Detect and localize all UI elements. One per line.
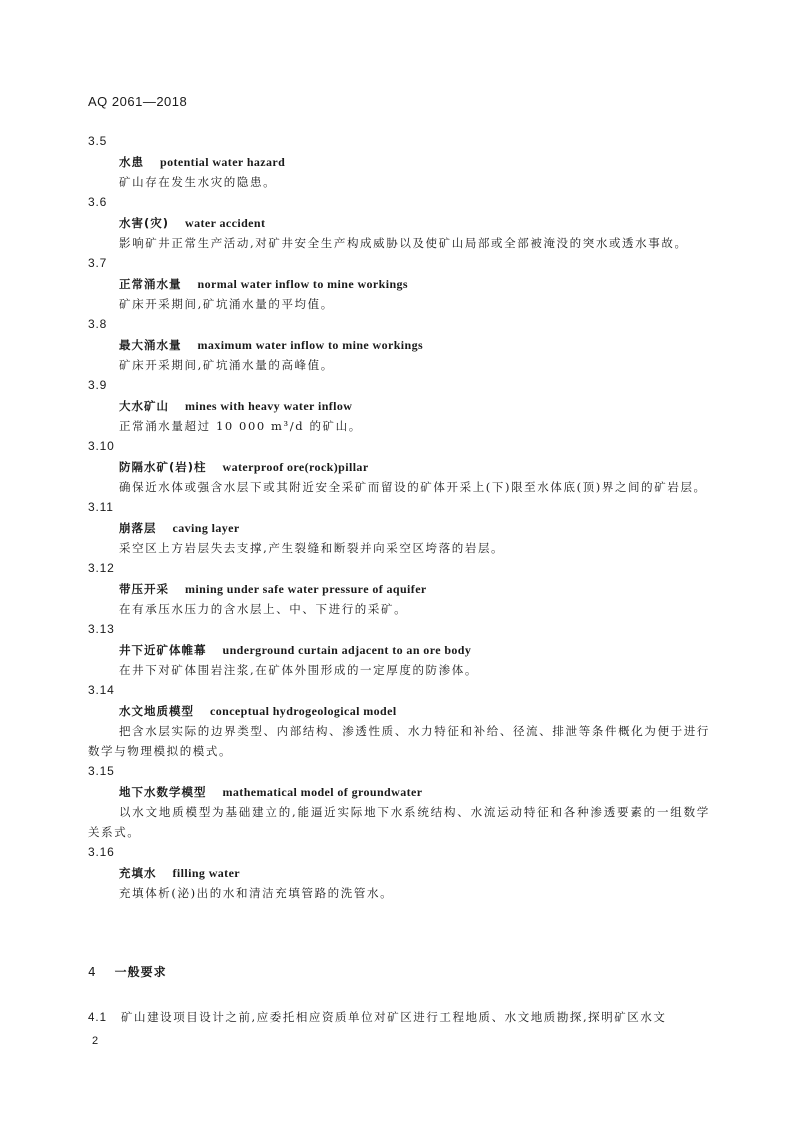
term-number: 3.7 <box>88 256 108 270</box>
term-number: 3.12 <box>88 561 115 575</box>
term-chinese: 带压开采 <box>119 582 169 596</box>
term-english: underground curtain adjacent to an ore body <box>222 643 472 657</box>
term-chinese: 正常涌水量 <box>119 277 182 291</box>
term-definition: 矿床开采期间,矿坑涌水量的高峰值。 <box>119 358 334 372</box>
term-chinese: 大水矿山 <box>119 399 169 413</box>
term-english: mines with heavy water inflow <box>185 399 353 413</box>
term-title <box>119 152 710 172</box>
term-chinese: 地下水数学模型 <box>119 785 207 799</box>
term-english: waterproof ore(rock)pillar <box>222 460 369 474</box>
term-english: normal water inflow to mine workings <box>197 277 409 291</box>
term-number: 3.11 <box>88 500 114 514</box>
term-entry <box>88 253 710 314</box>
section-number: 4 <box>88 965 97 979</box>
term-definition: 在有承压水压力的含水层上、中、下进行的采矿。 <box>119 602 408 616</box>
term-title <box>119 213 710 233</box>
term-entry <box>88 436 710 497</box>
term-number: 3.10 <box>88 439 115 453</box>
term-entry <box>88 497 710 558</box>
section-heading <box>88 963 167 980</box>
term-english: caving layer <box>172 521 240 535</box>
section-title: 一般要求 <box>114 965 167 979</box>
term-english: potential water hazard <box>160 155 286 169</box>
term-number: 3.9 <box>88 378 108 392</box>
term-title <box>119 863 710 883</box>
clause-number: 4.1 <box>88 1012 107 1024</box>
term-english: filling water <box>172 866 241 880</box>
term-english: mathematical model of groundwater <box>222 785 423 799</box>
term-chinese: 水患 <box>119 155 144 169</box>
term-chinese: 水害(灾) <box>119 216 170 230</box>
term-definition: 矿床开采期间,矿坑涌水量的平均值。 <box>119 297 334 311</box>
term-chinese: 井下近矿体帷幕 <box>119 643 207 657</box>
term-number: 3.16 <box>88 845 115 859</box>
term-entry <box>88 192 710 253</box>
term-title <box>119 640 710 660</box>
term-title <box>119 396 710 416</box>
term-definition: 影响矿井正常生产活动,对矿井安全生产构成威胁以及使矿山局部或全部被淹没的突水或透水事故。 <box>119 236 688 250</box>
term-english: mining under safe water pressure of aquifer <box>185 582 427 596</box>
term-number: 3.14 <box>88 683 115 697</box>
term-entry <box>88 314 710 375</box>
document-header: AQ 2061—2018 <box>88 94 188 109</box>
term-english: conceptual hydrogeological model <box>210 704 397 718</box>
term-number: 3.5 <box>88 134 108 148</box>
clause-paragraph <box>88 1009 710 1025</box>
term-chinese: 水文地质模型 <box>119 704 194 718</box>
term-definition: 采空区上方岩层失去支撑,产生裂缝和断裂并向采空区垮落的岩层。 <box>119 541 505 555</box>
term-entry <box>88 558 710 619</box>
term-title <box>119 274 710 294</box>
page-number: 2 <box>92 1035 99 1047</box>
term-entry <box>88 680 710 761</box>
term-chinese: 最大涌水量 <box>119 338 182 352</box>
terms-list <box>88 131 710 903</box>
term-title <box>119 782 710 802</box>
clause-text: 矿山建设项目设计之前,应委托相应资质单位对矿区进行工程地质、水文地质勘探,探明矿区水文 <box>121 1010 667 1024</box>
term-chinese: 防隔水矿(岩)柱 <box>119 460 207 474</box>
term-title <box>119 701 710 721</box>
term-number: 3.6 <box>88 195 108 209</box>
term-number: 3.13 <box>88 622 115 636</box>
term-definition: 确保近水体或强含水层下或其附近安全采矿而留设的矿体开采上(下)限至水体底(顶)界之间的矿岩层。 <box>119 480 707 494</box>
term-number: 3.8 <box>88 317 108 331</box>
term-entry <box>88 131 710 192</box>
term-title <box>119 335 710 355</box>
term-definition: 以水文地质模型为基础建立的,能逼近实际地下水系统结构、水流运动特征和各种渗透要素的一组数学关系式。 <box>88 805 710 839</box>
term-definition: 在井下对矿体围岩注浆,在矿体外围形成的一定厚度的防渗体。 <box>119 663 478 677</box>
term-definition: 充填体析(泌)出的水和清洁充填管路的洗管水。 <box>119 886 394 900</box>
term-title <box>119 457 710 477</box>
term-entry <box>88 761 710 842</box>
term-entry <box>88 619 710 680</box>
term-entry <box>88 375 710 436</box>
term-number: 3.15 <box>88 764 115 778</box>
term-title <box>119 518 710 538</box>
term-definition: 矿山存在发生水灾的隐患。 <box>119 175 277 189</box>
term-english: maximum water inflow to mine workings <box>197 338 424 352</box>
term-definition: 把含水层实际的边界类型、内部结构、渗透性质、水力特征和补给、径流、排泄等条件概化为便于进行数学与物理模拟的模式。 <box>88 724 710 758</box>
term-chinese: 崩落层 <box>119 521 157 535</box>
term-definition: 正常涌水量超过 10 000 m³/d 的矿山。 <box>119 419 362 433</box>
term-english: water accident <box>185 216 266 230</box>
term-chinese: 充填水 <box>119 866 157 880</box>
term-title <box>119 579 710 599</box>
term-entry <box>88 842 710 903</box>
